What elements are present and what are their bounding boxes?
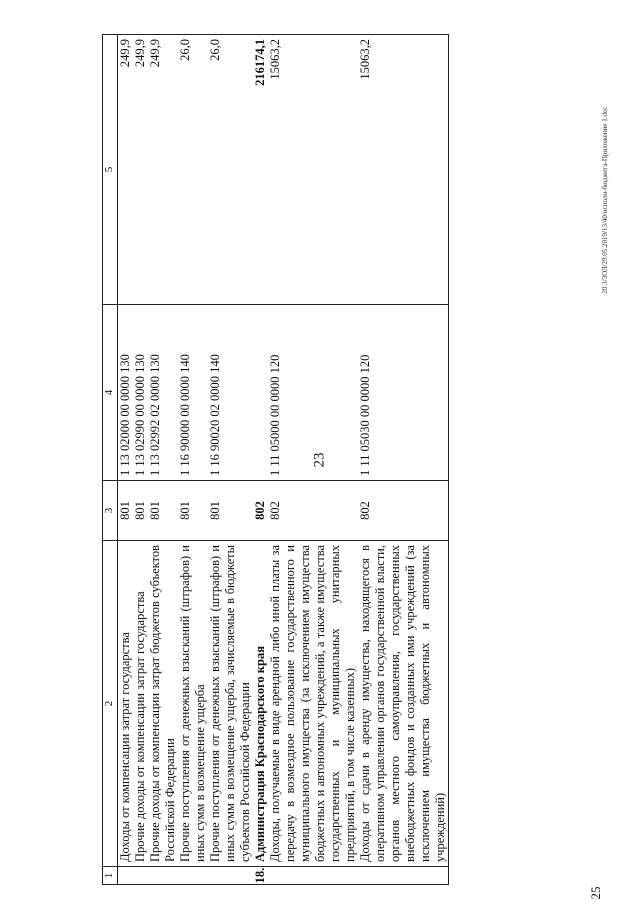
table-row — [358, 35, 449, 885]
row-number — [358, 867, 449, 885]
row-revenue-code — [253, 305, 268, 481]
row-description: Прочие доходы от компенсации затрат бюджетов субъектов Российской Федерации — [148, 541, 178, 867]
header-col-4: 4 — [103, 305, 118, 481]
row-admin-code: 802 — [253, 481, 268, 541]
row-description: Доходы от сдачи в аренду имущества, находящегося в оперативном управлении органов государственной власти, органов местного самоуправления, государственных внебюджетных фондов и созданных ими учреждений (за исключением имущества бюджетных и автономных учреждений) — [358, 541, 449, 867]
row-number — [118, 867, 134, 885]
row-revenue-code: 1 11 05000 00 0000 120 — [268, 305, 358, 481]
table-row — [118, 35, 134, 885]
row-revenue-code: 1 11 05030 00 0000 120 — [358, 305, 449, 481]
row-revenue-code: 1 13 02990 00 0000 130 — [133, 305, 148, 481]
row-description: Прочие поступления от денежных взысканий (штрафов) и иных сумм в возмещение ущерба, зачисляемые в бюджеты субъектов Российской Федерации — [208, 541, 253, 867]
row-amount: 249,9 — [133, 35, 148, 305]
row-description: Доходы, получаемые в виде арендной либо иной платы за передачу в возмездное пользование государственного и муниципального имущества (за исключением имущества бюджетных и автономных учреждений, а также имущества государственных и муниципальных унитарных предприятий, в том числе казенных) — [268, 541, 358, 867]
row-number — [178, 867, 208, 885]
row-revenue-code: 1 13 02992 02 0000 130 — [148, 305, 178, 481]
row-amount: 15063,2 — [358, 35, 449, 305]
row-revenue-code: 1 16 90000 00 0000 140 — [178, 305, 208, 481]
row-amount: 26,0 — [208, 35, 253, 305]
row-number — [268, 867, 358, 885]
corner-page-number: 25 — [588, 886, 603, 900]
row-number — [148, 867, 178, 885]
row-description: Доходы от компенсации затрат государства — [118, 541, 134, 867]
row-admin-code: 801 — [118, 481, 134, 541]
row-revenue-code: 1 16 90020 02 0000 140 — [208, 305, 253, 481]
row-admin-code: 802 — [358, 481, 449, 541]
row-number — [133, 867, 148, 885]
header-col-5: 5 — [103, 35, 118, 305]
row-admin-code: 802 — [268, 481, 358, 541]
table-header-row — [103, 35, 118, 885]
table-row — [268, 35, 358, 885]
table-row — [178, 35, 208, 885]
header-col-3: 3 — [103, 481, 118, 541]
header-col-1: 1 — [103, 867, 118, 885]
row-amount: 15063,2 — [268, 35, 358, 305]
row-admin-code: 801 — [133, 481, 148, 541]
row-amount: 216174,1 — [253, 35, 268, 305]
row-description: Администрация Краснодарского края — [253, 541, 268, 867]
row-number: 18. — [253, 867, 267, 884]
table-row — [133, 35, 148, 885]
rotated-table-frame — [102, 35, 542, 885]
footer-file-note: 20.3/ЗОЛ/29.05.2019/13/40/исполн-бюджета-Приложение 1.doc — [601, 106, 609, 294]
revenue-table — [102, 34, 449, 885]
table-row-section-header — [253, 35, 268, 885]
row-description: Прочие поступления от денежных взысканий (штрафов) и иных сумм в возмещение ущерба — [178, 541, 208, 867]
row-revenue-code: 1 13 02000 00 0000 130 — [118, 305, 134, 481]
header-col-2: 2 — [103, 541, 118, 867]
table-row — [148, 35, 178, 885]
row-amount: 26,0 — [178, 35, 208, 305]
table-row — [208, 35, 253, 885]
row-admin-code: 801 — [148, 481, 178, 541]
row-amount: 249,9 — [148, 35, 178, 305]
row-amount: 249,9 — [118, 35, 134, 305]
row-admin-code: 801 — [178, 481, 208, 541]
row-number — [208, 867, 253, 885]
row-description: Прочие доходы от компенсации затрат государства — [133, 541, 148, 867]
page-number: 23 — [311, 452, 328, 468]
row-admin-code: 801 — [208, 481, 253, 541]
